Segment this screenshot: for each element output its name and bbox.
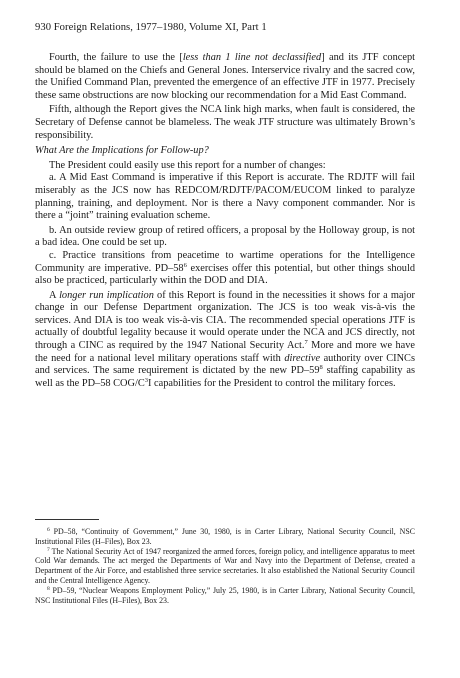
footnote-ref-7[interactable]: 7	[304, 339, 308, 347]
superscript-3: 3	[144, 376, 149, 384]
footnotes	[35, 527, 415, 605]
redaction-note: less than 1 line not declassified	[182, 52, 322, 63]
footnote-8: $^8$ PD–59, “Nuclear Weapons Employment Policy,” July 25, 1980, is in Carter Library, National Security Council, NSC Institutional Files (H–Files), Box 23.	[35, 585, 415, 605]
paragraph-c: c. Practice transitions from peacetime to wartime operations for the Intelligence Community are imperative. $PD-58^6$ exercises offer this potential, but other things should also be practiced, particularly within the DOD and DIA.	[35, 249, 415, 287]
paragraph-longer-run: A longer run implication of this Report is found in the necessities it shows for a major change in our Defense Department organization. The JCS is too weak vis-à-vis the services. And DIA is too weak vis-à-vis CIA. The recommended special operations JTF is actually of doubtful legality because it would operate under the NCA and JCS directly, not through a CINC as required by the 1947 National Security Act.$^7$ More and more we have the need for a national level military operations staff with directive authority over CINCs and services. The same requirement is dictated by the new $PD-59^8$ staffing capability as well as the PD–58 COG/$C^3I$ capabilities for the President to control the military forces.	[35, 289, 415, 389]
paragraph-fifth: Fifth, although the Report gives the NCA link high marks, when fault is considered, the Secretary of Defense cannot be blameless. The weak JTF structure was ultimately Brown’s responsibility.	[35, 104, 415, 141]
footnote-number: 7	[47, 546, 50, 553]
footnote-ref-8[interactable]: 8	[319, 364, 323, 372]
document-page	[35, 0, 415, 678]
footnote-ref-6[interactable]: 6	[183, 261, 187, 269]
paragraph-president: The President could easily use this report for a number of changes:	[49, 159, 326, 171]
footnote-divider	[35, 519, 99, 520]
footnote-7: $^7$ The National Security Act of 1947 reorganized the armed forces, foreign policy, and intelligence apparatus to meet Cold War demands. The act merged the Departments of War and Navy into the Department of Defense, created a Department of the Air Force, and established three service secretaries. It also established the National Security Council and the Central Intelligence Agency.	[35, 546, 415, 585]
paragraph-b: b. An outside review group of retired officers, a proposal by the Holloway group, is not a bad idea. One could be set up.	[35, 224, 415, 249]
footnote-number: 8	[47, 585, 50, 592]
footnote-number: 6	[47, 527, 50, 533]
paragraph-a: a. A Mid East Command is imperative if this Report is accurate. The RDJTF will fail miserably as the JCS now has REDCOM/RDJTF/PACOM/EUCOM linked to paralyze planning, training, and deployment. Nor is there a Navy component commander. Nor is there a “joint” training evaluation scheme.	[35, 172, 415, 222]
running-head: 930 Foreign Relations, 1977–1980, Volume XI, Part 1	[35, 22, 267, 33]
footnote-6: $^6$ PD–58, “Continuity of Government,” June 30, 1980, is in Carter Library, National Security Council, NSC Institutional Files (H–Files), Box 23.	[35, 527, 415, 546]
section-heading: What Are the Implications for Follow-up?	[35, 145, 209, 157]
paragraph-fourth: Fourth, the failure to use the [less than 1 line not declassified] and its JTF concept should be blamed on the Chiefs and General Jones. Interservice rivalry and the sacred cow, the Unified Command Plan, prevented the emergence of an effective JTF in 1977. Precisely these same obstructions are now blocking our recommendation for a Mid East Command.	[35, 52, 416, 101]
body-text	[35, 52, 415, 390]
